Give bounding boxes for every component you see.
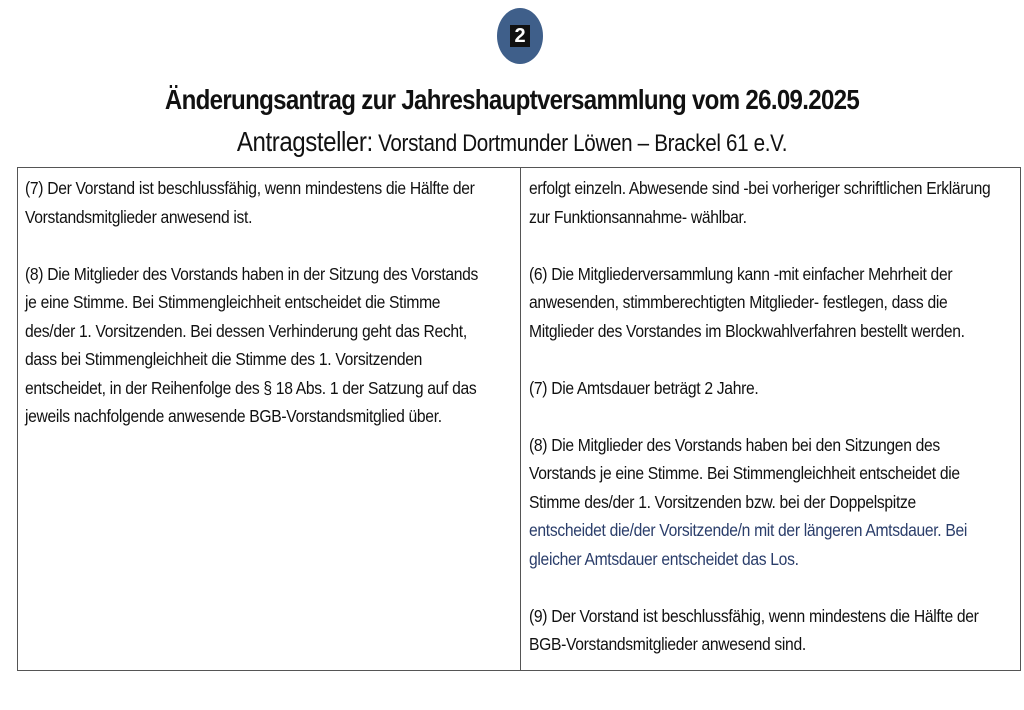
text-line: jeweils nachfolgende anwesende BGB-Vorstandsmitglied über. xyxy=(25,406,442,426)
right-paragraph-6 xyxy=(529,260,1016,346)
text-line: (7) Die Amtsdauer beträgt 2 Jahre. xyxy=(529,377,759,398)
right-paragraph-9 xyxy=(529,602,1016,659)
changed-text-line: gleicher Amtsdauer entscheidet das Los. xyxy=(529,548,799,569)
text-line: (8) Die Mitglieder des Vorstands haben bei den Sitzungen des xyxy=(529,434,940,455)
left-paragraph-7 xyxy=(25,174,514,231)
current-version-cell xyxy=(18,168,521,670)
applicant-value: Vorstand Dortmunder Löwen – Brackel 61 e.V. xyxy=(372,130,788,157)
comparison-table xyxy=(17,167,1021,671)
text-line: Stimme des/der 1. Vorsitzenden bzw. bei der Doppelspitze xyxy=(529,491,916,512)
text-line: des/der 1. Vorsitzenden. Bei dessen Verhinderung geht das Recht, xyxy=(25,320,467,341)
right-paragraph-8 xyxy=(529,431,1016,574)
text-line: (7) Der Vorstand ist beschlussfähig, wenn mindestens die Hälfte der xyxy=(25,178,475,198)
text-line: BGB-Vorstandsmitglieder anwesend sind. xyxy=(529,634,806,654)
text-line: (8) Die Mitglieder des Vorstands haben in der Sitzung des Vorstands xyxy=(25,263,479,284)
changed-text-line: entscheidet die/der Vorsitzende/n mit der längeren Amtsdauer. Bei xyxy=(529,520,968,540)
text-line: zur Funktionsannahme- wählbar. xyxy=(529,206,747,227)
text-line: Mitglieder des Vorstandes im Blockwahlverfahren bestellt werden. xyxy=(529,320,965,341)
left-paragraph-8 xyxy=(25,260,514,431)
text-line: (6) Die Mitgliederversammlung kann -mit einfacher Mehrheit der xyxy=(529,263,953,284)
page-number-badge xyxy=(497,8,543,64)
text-line: je eine Stimme. Bei Stimmengleichheit entscheidet die Stimme xyxy=(25,292,441,312)
text-line: Vorstands je eine Stimme. Bei Stimmengleichheit entscheidet die xyxy=(529,463,960,483)
text-line: Vorstandsmitglieder anwesend ist. xyxy=(25,206,253,227)
page-number: 2 xyxy=(510,25,529,47)
text-line: (9) Der Vorstand ist beschlussfähig, wenn mindestens die Hälfte der xyxy=(529,605,979,626)
document-title: Änderungsantrag zur Jahreshauptversammlung vom 26.09.2025 xyxy=(164,84,860,115)
text-line: dass bei Stimmengleichheit die Stimme des 1. Vorsitzenden xyxy=(25,349,423,369)
applicant-line xyxy=(72,126,953,158)
text-line: erfolgt einzeln. Abwesende sind -bei vorheriger schriftlichen Erklärung xyxy=(529,178,991,198)
proposed-version-cell xyxy=(521,168,1020,670)
applicant-label: Antragsteller: xyxy=(236,126,373,157)
right-paragraph-7 xyxy=(529,374,1016,403)
right-paragraph-5-continued xyxy=(529,174,1016,231)
text-line: anwesenden, stimmberechtigten Mitglieder- festlegen, dass die xyxy=(529,292,948,312)
text-line: entscheidet, in der Reihenfolge des § 18 Abs. 1 der Satzung auf das xyxy=(25,377,477,398)
